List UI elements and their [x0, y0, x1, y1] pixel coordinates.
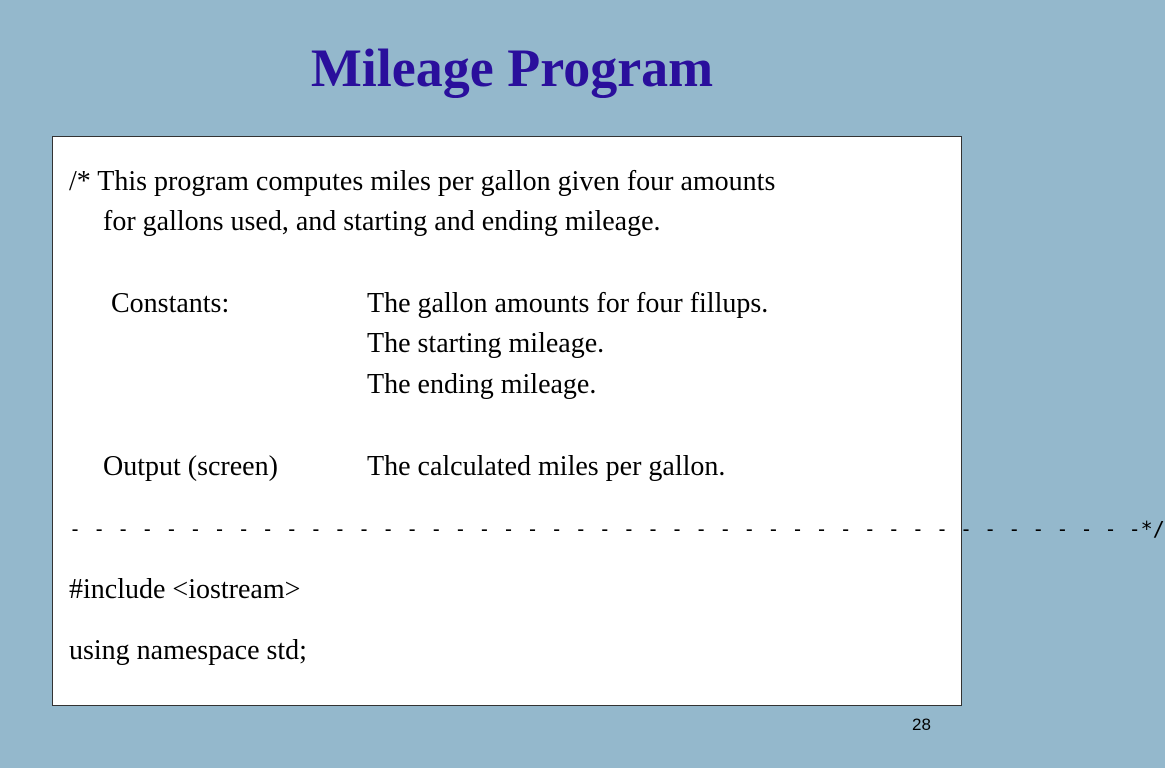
output-item: The calculated miles per gallon. [367, 451, 726, 482]
code-box [52, 136, 1165, 706]
constants-label: Constants: [111, 288, 230, 319]
constants-item-2: The starting mileage. [367, 328, 605, 359]
include-line: #include <iostream> [69, 574, 301, 605]
constants-item-1: The gallon amounts for four fillups. [367, 288, 769, 319]
constants-item-3: The ending mileage. [367, 369, 597, 400]
comment-line-2: for gallons used, and starting and ending mileage. [103, 206, 661, 237]
namespace-line: using namespace std; [69, 635, 307, 666]
comment-line-1: /* This program computes miles per gallon given four amounts [69, 166, 776, 197]
output-label: Output (screen) [103, 451, 278, 482]
slide-page-number: 28 [912, 715, 931, 734]
slide-title: Mileage Program [310, 38, 714, 98]
comment-end-line: - - - - - - - - - - - - - - - - - - - - - - - - - - - - - - - - - - - - - - - - - - - - -*/ [69, 517, 1165, 541]
